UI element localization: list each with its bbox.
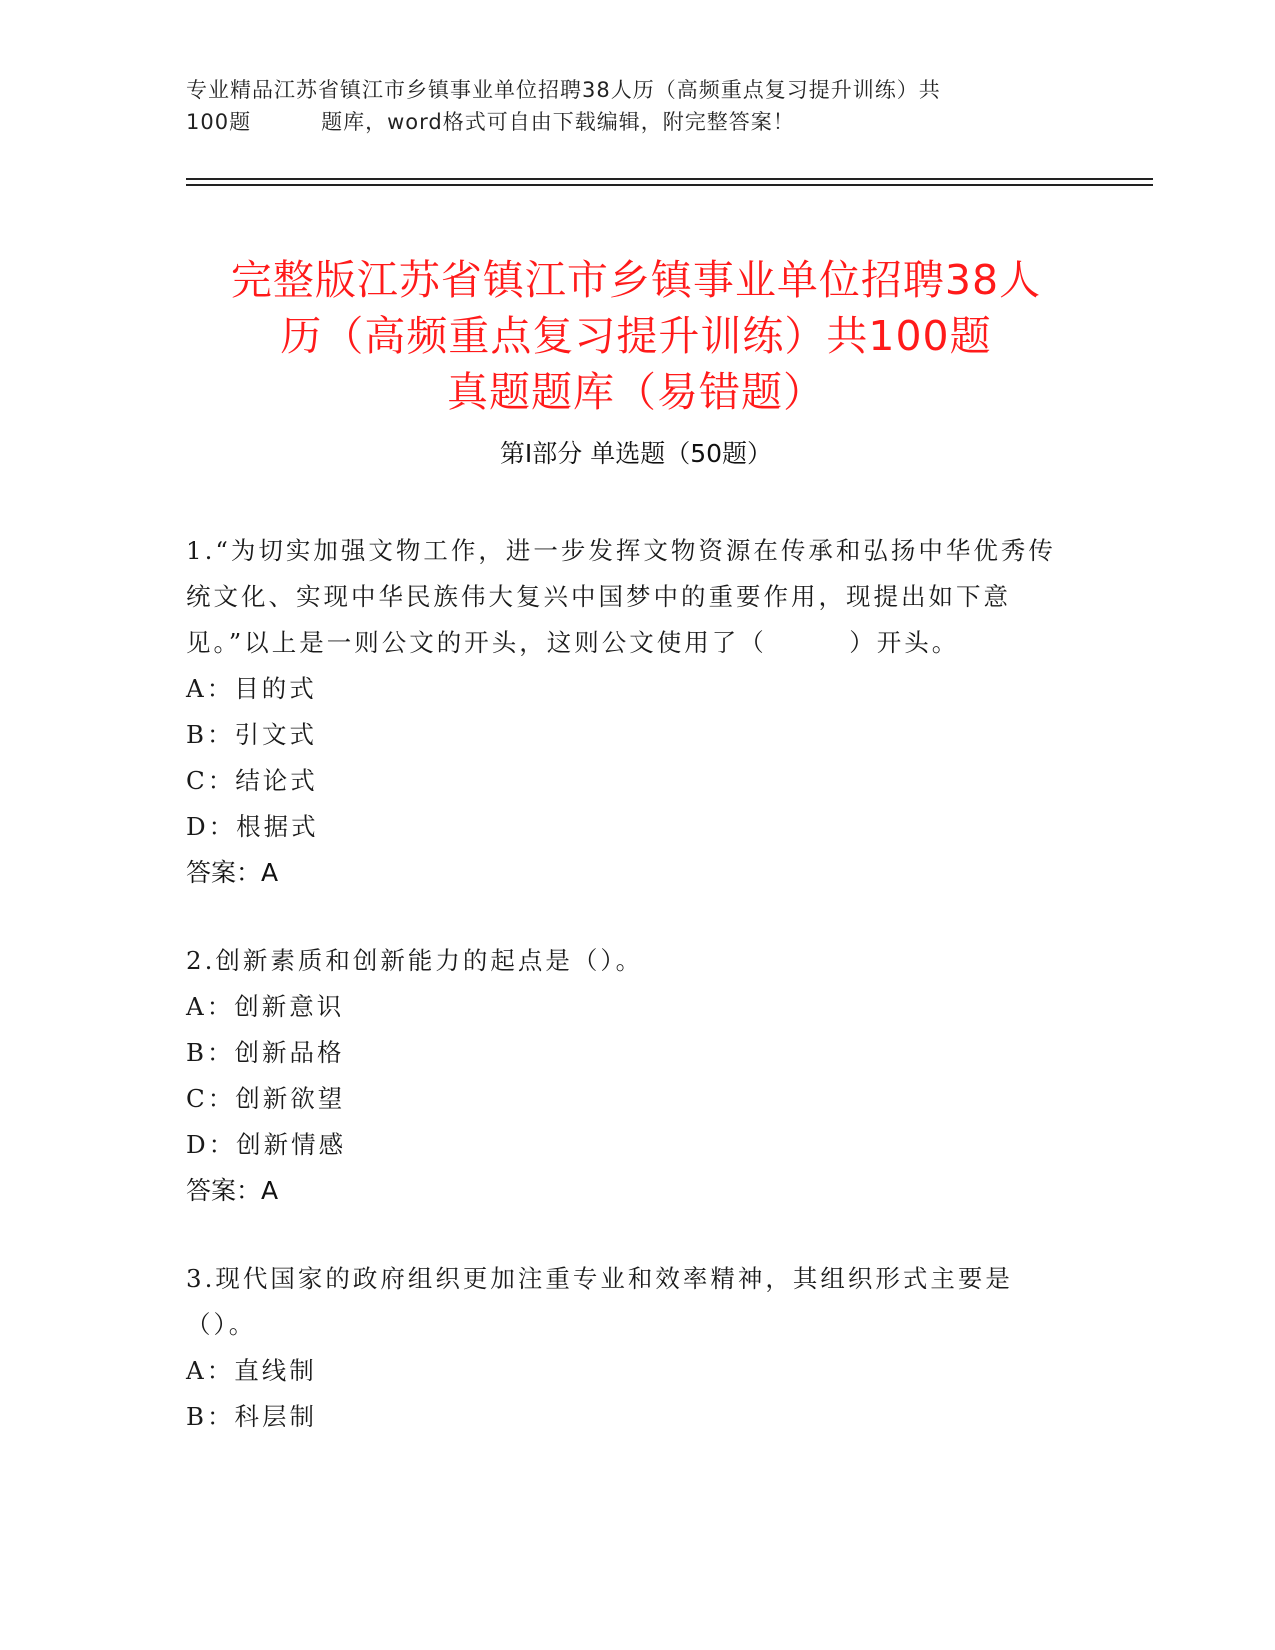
document-title xyxy=(186,252,1086,420)
title-line-2: 历（高频重点复习提升训练）共100题 xyxy=(280,312,992,361)
option-d: D：根据式 xyxy=(186,812,319,841)
divider-top xyxy=(186,178,1153,180)
title-line-3: 真题题库（易错题） xyxy=(447,368,825,417)
option-c: C：结论式 xyxy=(186,766,318,795)
option-a: A：目的式 xyxy=(186,674,317,703)
header-line-1: 专业精品江苏省镇江市乡镇事业单位招聘38人历（高频重点复习提升训练）共 xyxy=(186,78,941,102)
option-a: A：创新意识 xyxy=(186,992,345,1021)
question-list xyxy=(186,528,1066,1482)
option-a: A：直线制 xyxy=(186,1356,317,1385)
section-heading: 第Ⅰ部分 单选题（50题） xyxy=(499,439,773,468)
question-stem: 2.创新素质和创新能力的起点是（）。 xyxy=(186,946,644,975)
answer: 答案：A xyxy=(186,1176,279,1205)
question-2 xyxy=(186,938,1066,1214)
question-stem: 1.“为切实加强文物工作，进一步发挥文物资源在传承和弘扬中华优秀传统文化、实现中华民族伟大复兴中国梦中的重要作用，现提出如下意见。”以上是一则公文的开头，这则公文使用了（ ）开头。 xyxy=(186,536,1056,657)
option-b: B：引文式 xyxy=(186,720,318,749)
option-d: D：创新情感 xyxy=(186,1130,347,1159)
answer: 答案：A xyxy=(186,858,279,887)
option-c: C：创新欲望 xyxy=(186,1084,346,1113)
divider-bottom xyxy=(186,184,1153,186)
question-3 xyxy=(186,1256,1066,1440)
question-stem: 3.现代国家的政府组织更加注重专业和效率精神，其组织形式主要是（）。 xyxy=(186,1264,1013,1339)
option-b: B：创新品格 xyxy=(186,1038,345,1067)
header-line-2-rest: 题库，word格式可自由下载编辑，附完整答案！ xyxy=(321,110,795,134)
header-line-2 xyxy=(186,106,1086,138)
option-b: B：科层制 xyxy=(186,1402,318,1431)
title-line-1: 完整版江苏省镇江市乡镇事业单位招聘38人 xyxy=(230,256,1042,305)
header-note xyxy=(186,74,1086,138)
header-line-2-prefix: 100题 xyxy=(186,110,252,134)
question-1 xyxy=(186,528,1066,896)
